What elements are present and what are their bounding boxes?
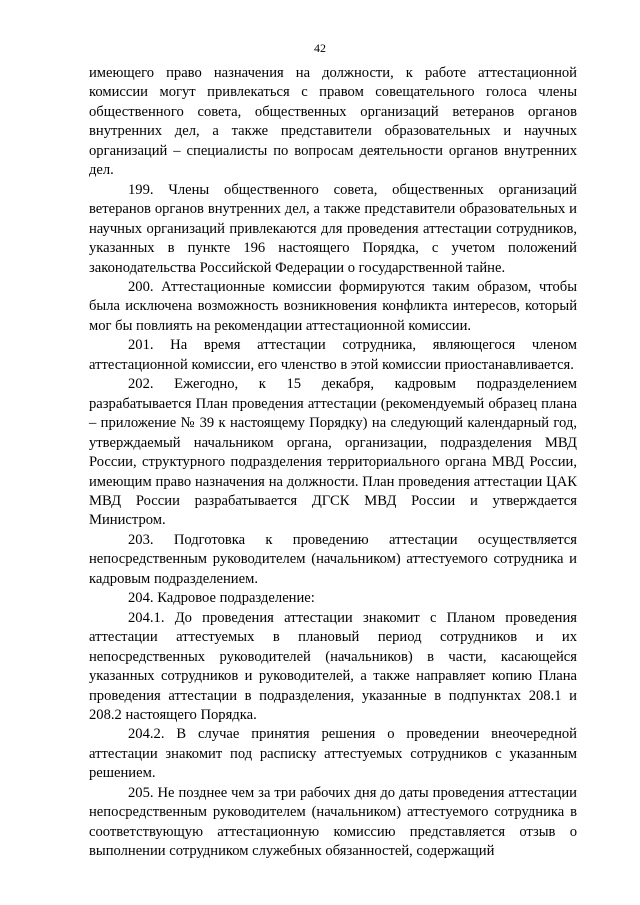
paragraph-199: 199. Члены общественного совета, общественных организаций ветеранов органов внутренних дел, а также представители образовательных и научных организаций привлекаются для проведения аттестации сотрудников, указанных в пункте 196 настоящего Порядка, с учетом положений законодательства Российской Федерации о государственной тайне.: [89, 181, 577, 276]
paragraph-200: 200. Аттестационные комиссии формируются таким образом, чтобы была исключена возможность возникновения конфликта интересов, который мог бы повлиять на рекомендации аттестационной комиссии.: [89, 278, 577, 334]
paragraph-continuation: имеющего право назначения на должности, к работе аттестационной комиссии могут привлекаться с правом совещательного голоса члены общественного совета, общественных организаций ветеранов органов внутренних дел, а также представители образовательных и научных организаций – специалисты по вопросам деятельности органов внутренних дел.: [89, 65, 577, 179]
paragraph-201: 201. На время аттестации сотрудника, являющегося членом аттестационной комиссии, его членство в этой комиссии приостанавливается.: [89, 337, 577, 373]
paragraph-204-1: 204.1. До проведения аттестации знакомит с Планом проведения аттестации аттестуемых в плановый период сотрудников и их непосредственных руководителей (начальников) в части, касающейся указанных сотрудников и руководителей, а также направляет копию Плана проведения аттестации в подразделения, указанные в подпунктах 208.1 и 208.2 настоящего Порядка.: [89, 609, 577, 723]
paragraph-204: 204. Кадровое подразделение:: [128, 590, 315, 607]
paragraph-204-2: 204.2. В случае принятия решения о проведении внеочередной аттестации знакомит под расписку аттестуемых сотрудников с указанным решением.: [89, 726, 577, 782]
paragraph-202: 202. Ежегодно, к 15 декабря, кадровым подразделением разрабатывается План проведения аттестации (рекомендуемый образец плана – приложение № 39 к настоящему Порядку) на следующий календарный год, утверждаемый начальником органа, организации, подразделения МВД России, структурного подразделения территориального органа МВД России, имеющим право назначения на должности. План проведения аттестации ЦАК МВД России разрабатывается ДГСК МВД России и утверждается Министром.: [89, 376, 577, 529]
paragraph-203: 203. Подготовка к проведению аттестации осуществляется непосредственным руководителем (начальником) аттестуемого сотрудника и кадровым подразделением.: [89, 531, 577, 587]
page-number: 42: [314, 41, 326, 55]
document-body: [89, 64, 577, 862]
paragraph-205: 205. Не позднее чем за три рабочих дня до даты проведения аттестации непосредственным руководителем (начальником) аттестуемого сотрудника в соответствующую аттестационную комиссию представляется отзыв о выполнении сотрудником служебных обязанностей, содержащий: [89, 784, 577, 860]
